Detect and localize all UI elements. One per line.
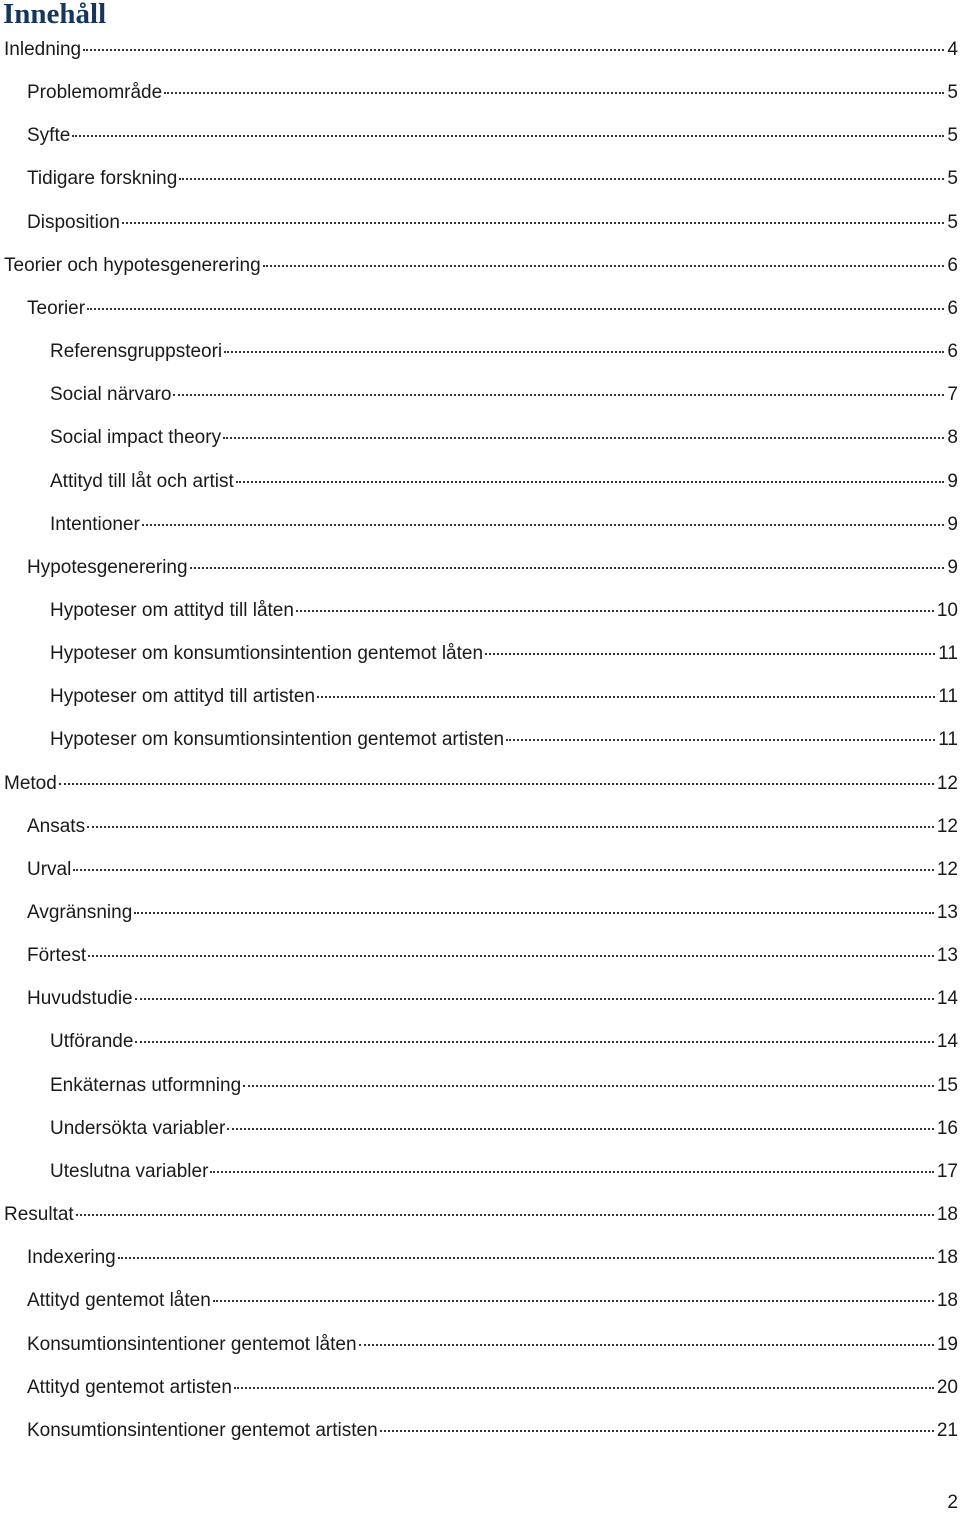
toc-entry-page: 18 [936, 1290, 958, 1312]
toc-entry-label: Uteslutna variabler [50, 1160, 209, 1182]
dot-leader [135, 1041, 933, 1043]
toc-entry-page: 14 [936, 1031, 958, 1053]
toc-entry-label: Tidigare forskning [27, 168, 178, 190]
toc-entry[interactable] [50, 1072, 960, 1100]
toc-entry-label: Hypoteser om konsumtionsintention gentemot låten [50, 643, 484, 665]
dot-leader [88, 955, 934, 957]
toc-entry-label: Problemområde [27, 82, 163, 104]
toc-entry-page: 5 [947, 211, 958, 233]
toc-entry-page: 10 [936, 599, 958, 621]
toc-entry[interactable] [27, 295, 960, 323]
toc-entry[interactable] [27, 1331, 960, 1359]
dot-leader [236, 481, 945, 483]
toc-entry[interactable] [50, 424, 960, 452]
dot-leader [263, 265, 945, 267]
toc-entry-page: 11 [938, 729, 958, 751]
toc-entry-page: 13 [936, 902, 958, 923]
dot-leader [173, 394, 944, 396]
toc-entry-page: 12 [936, 858, 958, 880]
dot-leader [317, 696, 935, 698]
toc-entry-page: 9 [947, 556, 958, 578]
toc-entry-label: Konsumtionsintentioner gentemot artisten [27, 1419, 378, 1441]
toc-entry-label: Hypoteser om attityd till artisten [50, 686, 316, 708]
toc-entry-page: 9 [947, 470, 958, 492]
dot-leader [83, 49, 944, 51]
toc-entry-label: Hypoteser om konsumtionsintention gentemot artisten [50, 729, 505, 751]
toc-entry[interactable] [50, 511, 960, 539]
toc-entry-label: Social impact theory [50, 427, 222, 449]
toc-entry-page: 4 [947, 39, 958, 60]
toc-entry-page: 6 [947, 341, 958, 363]
dot-leader [234, 1387, 934, 1389]
toc-entry[interactable] [50, 381, 960, 409]
page-number: 2 [947, 1492, 958, 1513]
toc-entry-label: Social närvaro [50, 384, 172, 406]
toc-entry[interactable] [27, 856, 960, 884]
toc-entry[interactable] [27, 899, 960, 927]
toc-entry-label: Teorier och hypotesgenerering [4, 254, 261, 276]
toc-entry[interactable] [27, 122, 960, 150]
dot-leader [118, 1257, 934, 1259]
toc-entry[interactable] [50, 597, 960, 625]
toc-entry[interactable] [27, 1287, 960, 1315]
dot-leader [142, 524, 945, 526]
toc-entry-label: Ansats [27, 815, 86, 837]
toc-entry-label: Attityd gentemot låten [27, 1290, 211, 1312]
toc-heading: Innehåll [3, 0, 107, 30]
toc-entry-label: Teorier [27, 297, 86, 319]
toc-entry-label: Metod [4, 772, 57, 794]
toc-entry-label: Utförande [50, 1031, 134, 1053]
toc-entry[interactable] [27, 1244, 960, 1272]
toc-entry[interactable] [27, 554, 960, 582]
toc-entry-page: 15 [936, 1074, 958, 1096]
dot-leader [122, 222, 944, 224]
toc-entry-page: 16 [936, 1117, 958, 1139]
toc-entry-page: 12 [936, 772, 958, 794]
toc-entry[interactable] [4, 252, 960, 280]
dot-leader [243, 1085, 934, 1087]
dot-leader [87, 308, 944, 310]
toc-entry-page: 7 [947, 384, 958, 406]
toc-entry-page: 18 [936, 1204, 958, 1226]
dot-leader [179, 178, 944, 180]
toc-entry[interactable] [27, 165, 960, 193]
toc-entry[interactable] [27, 813, 960, 841]
dot-leader [134, 912, 934, 914]
toc-entry[interactable] [50, 468, 960, 496]
toc-entry-page: 21 [936, 1419, 958, 1441]
dot-leader [359, 1344, 934, 1346]
dot-leader [190, 567, 945, 569]
toc-entry[interactable] [27, 1417, 960, 1445]
toc-entry-label: Intentioner [50, 513, 140, 535]
dot-leader [227, 1128, 934, 1130]
toc-entry[interactable] [27, 942, 960, 970]
toc-entry[interactable] [50, 683, 960, 711]
dot-leader [223, 437, 944, 439]
toc-entry[interactable] [50, 1115, 960, 1143]
toc-entry-label: Konsumtionsintentioner gentemot låten [27, 1333, 357, 1355]
toc-entry-page: 14 [936, 988, 958, 1010]
dot-leader [72, 135, 944, 137]
toc-entry-label: Indexering [27, 1247, 116, 1269]
dot-leader [73, 869, 934, 871]
toc-entry[interactable] [27, 1374, 960, 1402]
toc-entry-page: 5 [947, 82, 958, 104]
toc-entry[interactable] [50, 338, 960, 366]
toc-entry-page: 6 [947, 297, 958, 319]
toc-entry-label: Syfte [27, 125, 71, 147]
dot-leader [135, 998, 934, 1000]
toc-entry-page: 13 [936, 945, 958, 967]
toc-entry-label: Resultat [4, 1204, 74, 1226]
dot-leader [210, 1171, 933, 1173]
toc-entry-label: Attityd till låt och artist [50, 470, 234, 492]
dot-leader [164, 92, 944, 94]
toc-entry[interactable] [4, 36, 960, 64]
toc-entry-label: Enkäternas utformning [50, 1074, 242, 1096]
toc-entry-page: 5 [947, 125, 958, 147]
toc-entry-page: 11 [938, 643, 958, 665]
toc-entry-label: Huvudstudie [27, 988, 133, 1010]
toc-entry-page: 9 [947, 513, 958, 535]
toc-entry-label: Hypotesgenerering [27, 556, 188, 578]
toc-entry-label: Hypoteser om attityd till låten [50, 599, 294, 621]
dot-leader [87, 826, 934, 828]
toc-entry-label: Disposition [27, 211, 120, 233]
dot-leader [485, 653, 935, 655]
toc-entry-page: 11 [938, 686, 958, 708]
toc-entry-page: 12 [936, 815, 958, 837]
toc-entry[interactable] [50, 1028, 960, 1056]
dot-leader [380, 1430, 934, 1432]
toc-entry[interactable] [50, 640, 960, 668]
toc-entry-page: 20 [936, 1376, 958, 1398]
dot-leader [76, 1214, 934, 1216]
toc-entry-page: 8 [947, 427, 958, 449]
dot-leader [296, 610, 934, 612]
toc-entry[interactable] [4, 770, 960, 798]
toc-entry-label: Referensgruppsteori [50, 341, 223, 363]
toc-entry-label: Avgränsning [27, 902, 133, 923]
dot-leader [213, 1300, 934, 1302]
toc-entry-label: Urval [27, 858, 72, 880]
toc-entry-label: Förtest [27, 945, 87, 967]
toc-entry-page: 17 [936, 1160, 958, 1182]
toc-entry[interactable] [4, 1201, 960, 1229]
toc-entry-label: Attityd gentemot artisten [27, 1376, 232, 1398]
dot-leader [59, 783, 934, 785]
toc-entry[interactable] [50, 1158, 960, 1186]
toc-entry-page: 5 [947, 168, 958, 190]
toc-entry-page: 19 [936, 1333, 958, 1355]
toc-entry-label: Undersökta variabler [50, 1117, 226, 1139]
toc-entry-page: 18 [936, 1247, 958, 1269]
toc-entry[interactable] [27, 79, 960, 107]
toc-entry[interactable] [50, 726, 960, 754]
toc-entry[interactable] [27, 209, 960, 237]
toc-entry[interactable] [27, 985, 960, 1013]
dot-leader [224, 351, 944, 353]
toc-entry-label: Inledning [4, 39, 82, 60]
dot-leader [506, 739, 935, 741]
toc-entry-page: 6 [947, 254, 958, 276]
